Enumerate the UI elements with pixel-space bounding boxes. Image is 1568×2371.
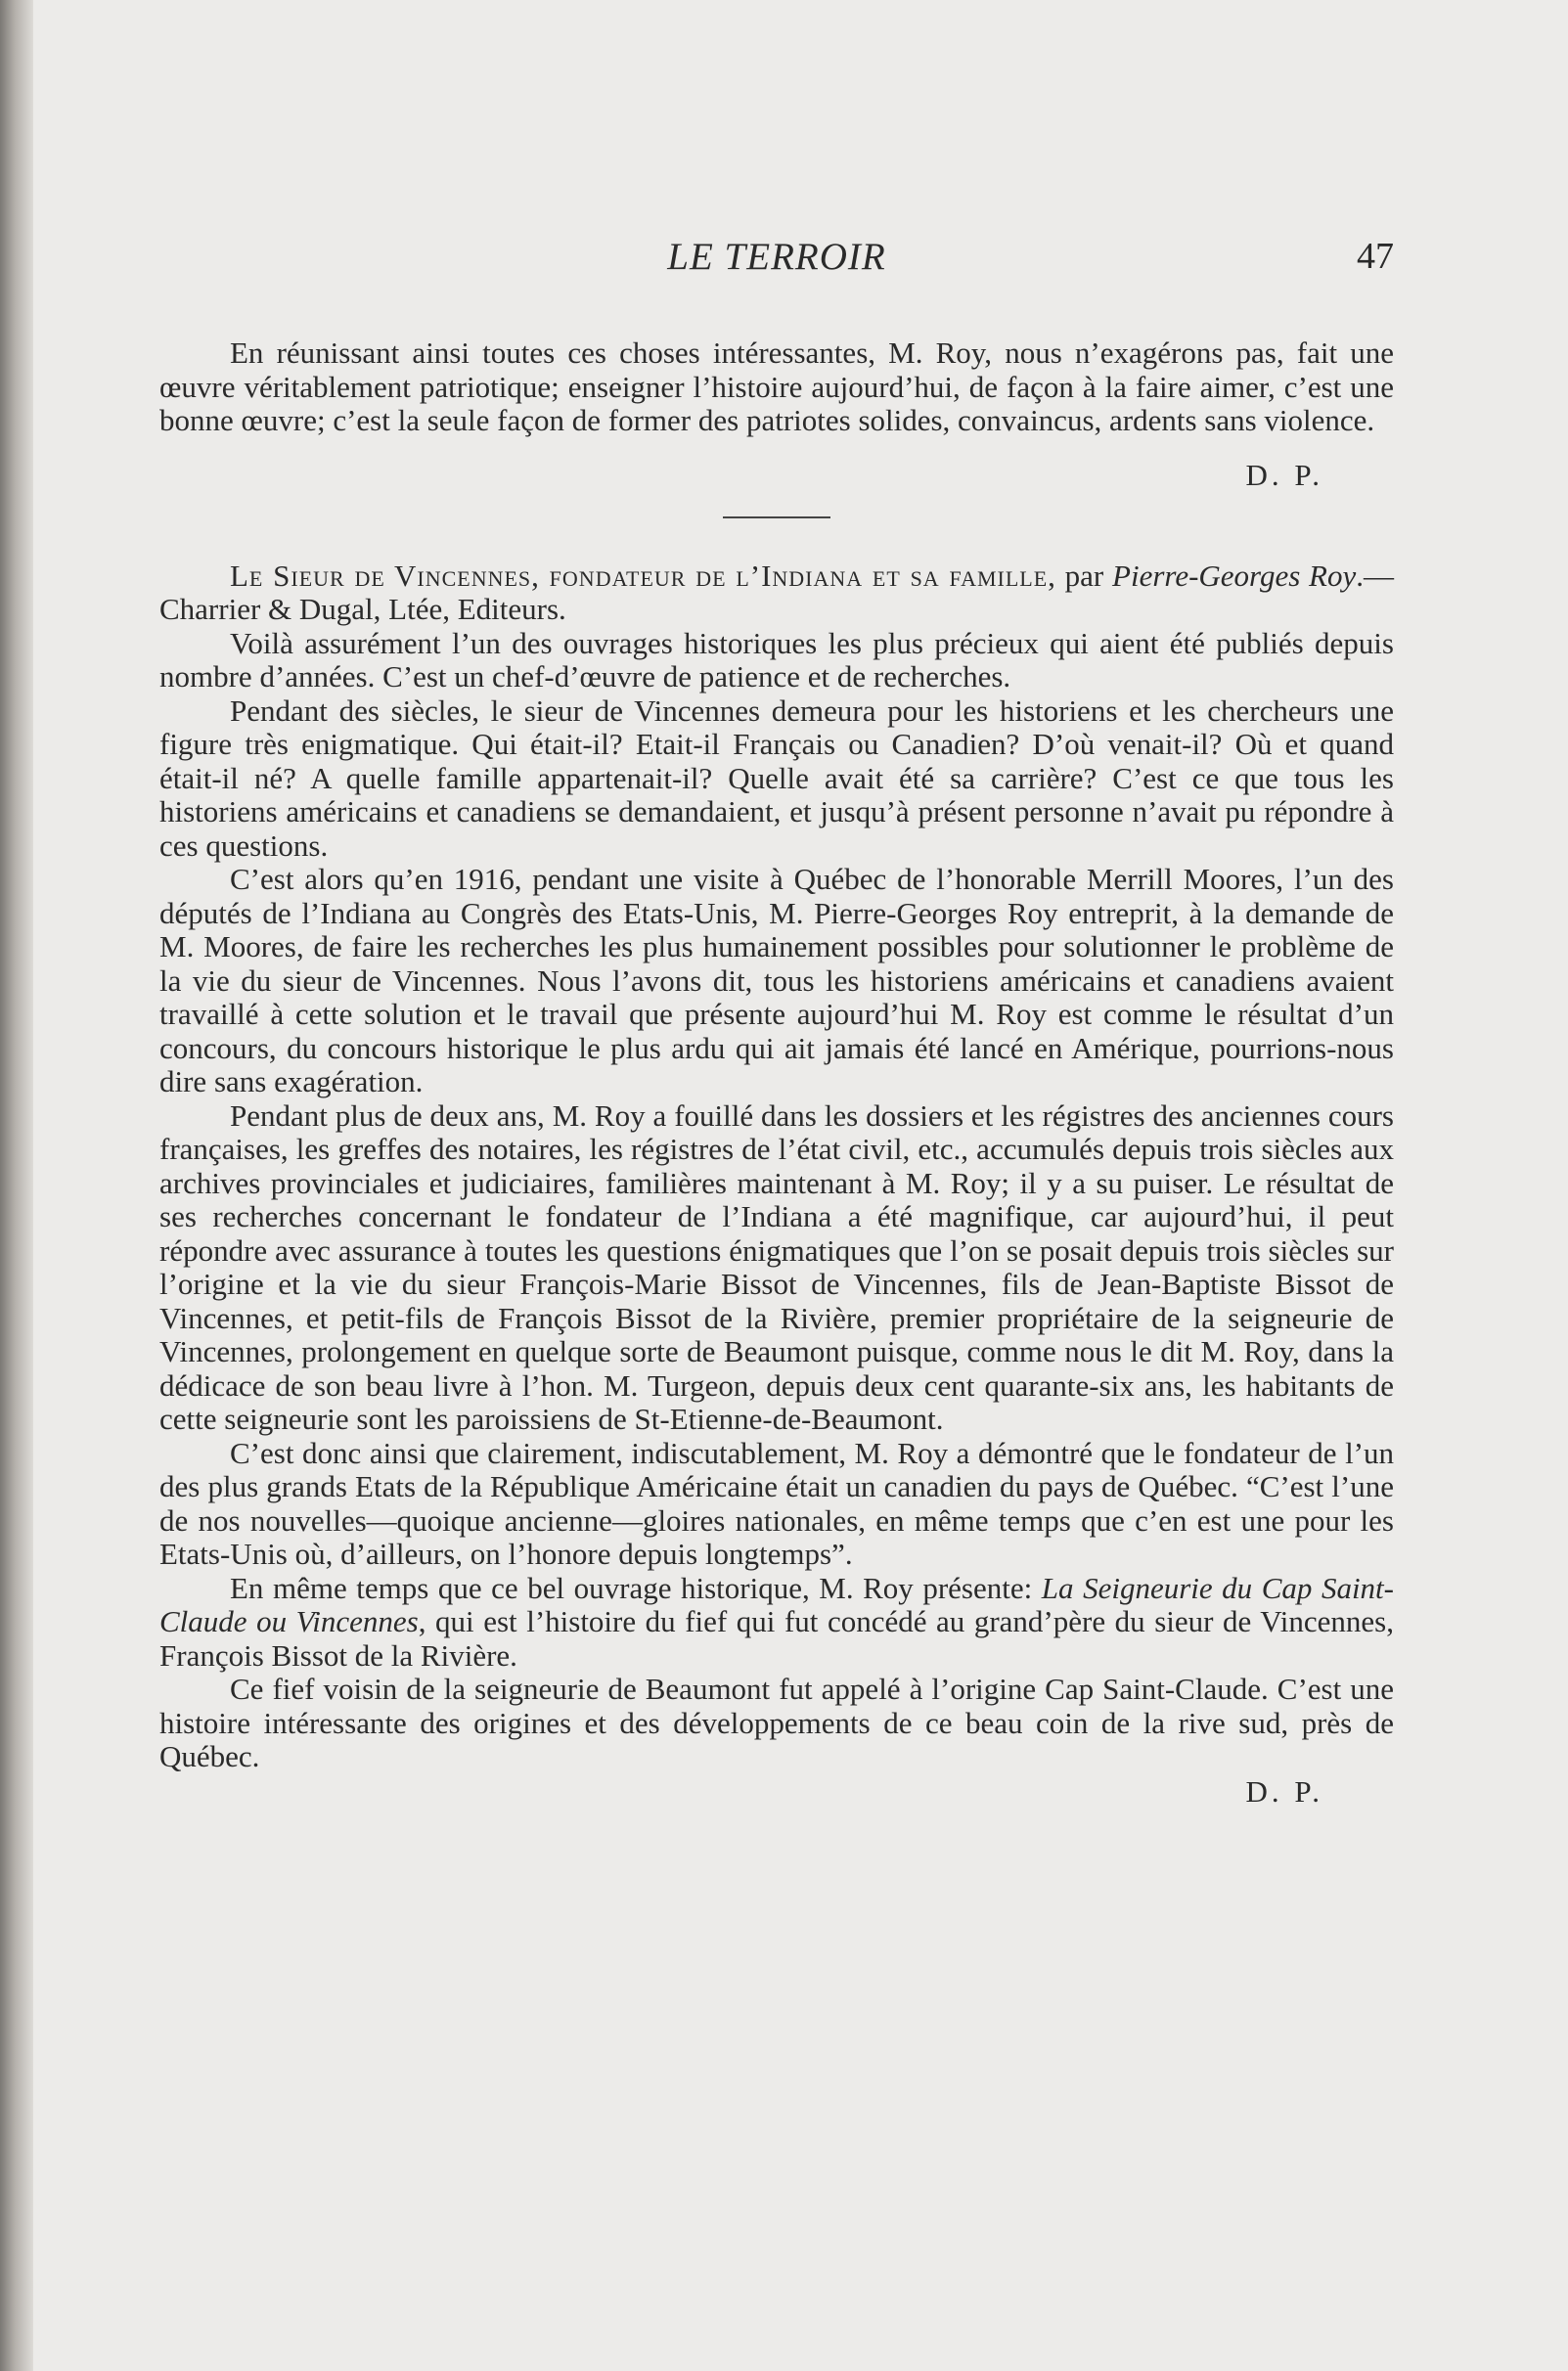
page-content <box>159 235 1394 1810</box>
paragraph-text: , qui est l’histoire du fief qui fut concédé au grand’père du sieur de Vincennes, François Bissot de la Rivière. <box>159 1604 1394 1673</box>
paragraph-text: En même temps que ce bel ouvrage historique, M. Roy présente: <box>230 1570 1042 1605</box>
paragraph: Pendant des siècles, le sieur de Vincennes demeura pour les historiens et les chercheurs une figure très enigmatique. Qui était-il? Etait-il Français ou Canadien? D’où venait-il? Où et quand était-il né? A quelle famille appartenait-il? Quelle avait été sa carrière? C’est ce que tous les historiens américains et canadiens se demandaient, et jusqu’à présent personne n’avait pu répondre à ces questions. <box>159 693 1394 863</box>
review-closing-paragraph: En réunissant ainsi toutes ces choses intéressantes, M. Roy, nous n’exagérons pas, fait une œuvre véritablement patriotique; enseigner l’histoire aujourd’hui, de façon à la faire aimer, c’est une bonne œuvre; c’est la seule façon de former des patriotes solides, convaincus, ardents sans violence. <box>159 336 1394 437</box>
paragraph: Voilà assurément l’un des ouvrages historiques les plus précieux qui aient été publiés depuis nombre d’années. C’est un chef-d’œuvre de patience et de recherches. <box>159 625 1394 693</box>
section-divider <box>723 516 830 518</box>
page-number: 47 <box>1357 236 1394 277</box>
paragraph: C’est donc ainsi que clairement, indiscutablement, M. Roy a démontré que le fondateur de l’un des plus grands Etats de la République Américaine était un canadien du pays de Québec. “C’est l’une de nos nouvelles—quoique ancienne—gloires nationales, en même temps que c’en est une pour les Etats-Unis où, d’ailleurs, on l’honore depuis longtemps”. <box>159 1435 1394 1571</box>
paragraph: Ce fief voisin de la seigneurie de Beaumont fut appelé à l’origine Cap Saint-Claude. C’est une histoire intéressante des origines et des développements de ce beau coin de la rive sud, près de Québec. <box>159 1672 1394 1773</box>
paragraph: Pendant plus de deux ans, M. Roy a fouillé dans les dossiers et les régistres des anciennes cours françaises, les greffes des notaires, les régistres de l’état civil, etc., accumulés depuis trois siècles aux archives provinciales et judiciaires, familières maintenant à M. Roy; il y a su puiser. Le résultat de ses recherches concernant le fondateur de l’Indiana a été magnifique, car aujourd’hui, il peut répondre avec assurance à toutes les questions énigmatiques que l’on se posait depuis trois siècles sur l’origine et la vie du sieur François-Marie Bissot de Vincennes, fils de Jean-Baptiste Bissot de Vincennes, et petit-fils de François Bissot de la Rivière, premier propriétaire de la seigneurie de Vincennes, prolongement en quelque sorte de Beaumont puisque, comme nous le dit M. Roy, dans la dédicace de son beau livre à l’hon. M. Turgeon, depuis deux cent quarante-six ans, les habitants de cette seigneurie sont les paroissiens de St-Etienne-de-Beaumont. <box>159 1097 1394 1436</box>
paragraph <box>159 1572 1394 1674</box>
paragraph: C’est alors qu’en 1916, pendant une visite à Québec de l’honorable Merrill Moores, l’un des députés de l’Indiana au Congrès des Etats-Unis, M. Pierre-Georges Roy entreprit, à la demande de M. Moores, de faire les recherches les plus humainement possibles pour solutionner le problème de la vie du sieur de Vincennes. Nous l’avons dit, tous les historiens américains et canadiens avaient travaillé à cette solution et le travail que présente aujourd’hui M. Roy est comme le résultat d’un concours, du concours historique le plus ardu qui ait jamais été lancé en Amérique, pourrions-nous dire sans exagération. <box>159 862 1394 1098</box>
book-publisher: .—Charrier & Dugal, Ltée, Editeurs. <box>159 558 1394 626</box>
running-header <box>159 235 1394 293</box>
signature: D. P. <box>1245 1773 1323 1809</box>
by-word: par <box>1055 558 1113 593</box>
signature: D. P. <box>1245 457 1323 492</box>
book-title: Le Sieur de Vincennes, fondateur de l’Indiana et sa famille, <box>230 558 1056 593</box>
running-title: LE TERROIR <box>667 236 886 278</box>
book-spine-shadow <box>0 0 33 2371</box>
book-title-italic: La Seigneurie du Cap Saint-Claude ou Vincennes <box>159 1570 1394 1638</box>
review-heading <box>159 559 1394 627</box>
book-author: Pierre-Georges Roy <box>1112 558 1357 593</box>
